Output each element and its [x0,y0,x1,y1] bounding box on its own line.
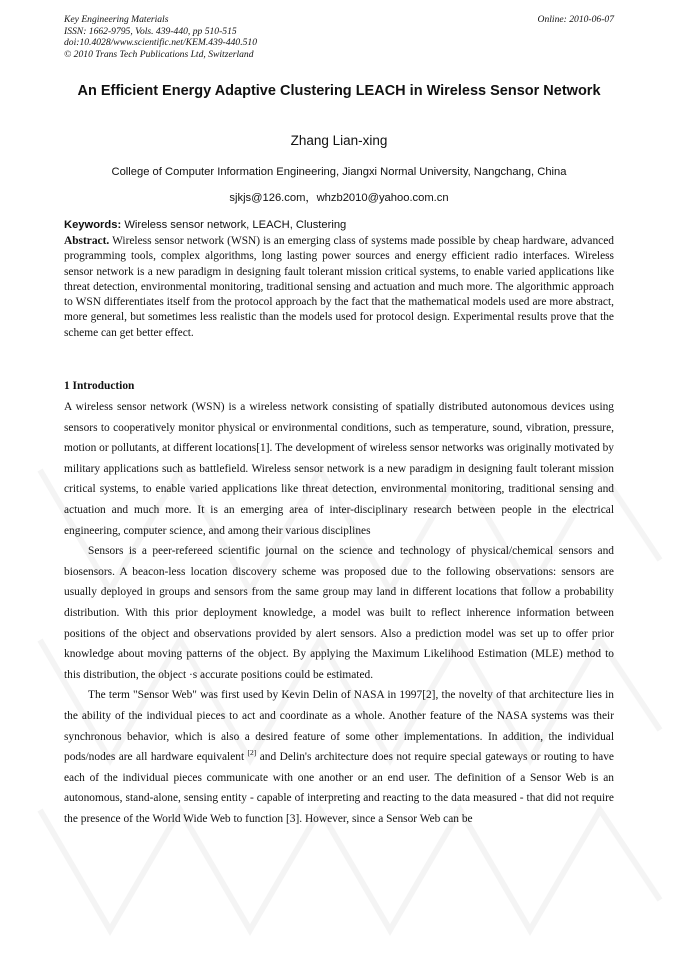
abstract-label: Abstract. [64,235,110,247]
paragraph-text: and Delin's architecture does not require special gateways or routing to have each of the individual pieces communicate with one another or an end user. The definition of a Sensor Web is an autonomous, stand-alone, sensing entity - capable of interpreting and reacting to the data measured - that did not require the presence of the World Wide Web to function [3]. However, since a Sensor Web can be [64,751,614,825]
section-body [64,397,614,829]
paragraph-text: The term "Sensor Web" was first used by Kevin Delin of NASA in 1997[2], the novelty of that architecture lies in the ability of the individual pieces to act and coordinate as a whole. Another feature of the NASA systems was their synchronous behavior, which is also a desired feature of some other implementations. In addition, the individual pods/nodes are all hardware equivalent [64,689,614,764]
abstract [64,234,614,341]
doi-line: doi:10.4028/www.scientific.net/KEM.439-440.510 [64,37,258,48]
copyright-line: © 2010 Trans Tech Publications Ltd, Switzerland [64,48,254,60]
citation-ref: [2] [247,748,257,758]
journal-name: Key Engineering Materials [64,14,169,25]
paragraph [64,685,614,829]
journal-info [64,14,257,60]
abstract-text: Wireless sensor network (WSN) is an emerging class of systems made possible by cheap hardware, advanced programming tools, complex algorithms, long lasting power sources and energy efficient radio interfaces. Wireless sensor network is a new paradigm in designing fault tolerant mission critical systems, to enable varied applications like threat detection, environmental monitoring, traditional sensing and actuation and much more. The algorithmic approach to WSN differentiates itself from the protocol approach by the fact that the mathematical models used are more abstract, more general, but sometimes less realistic than the models used for protocol design. Experimental results prove that the scheme can get better effect. [64,235,614,339]
journal-header [64,14,614,64]
paper-title: An Efficient Energy Adaptive Clustering LEACH in Wireless Sensor Network [77,83,601,99]
author-affiliation: College of Computer Information Engineering, Jiangxi Normal University, Nangchang, China [111,166,567,178]
paragraph: A wireless sensor network (WSN) is a wireless network consisting of spatially distributed autonomous devices using sensors to cooperatively monitor physical or environmental conditions, such as temperature, sound, vibration, pressure, motion or pollutants, at different locations[1]. The development of wireless sensor networks was originally motivated by military applications such as battlefield. Wireless sensor network is a new paradigm in designing fault tolerant mission critical systems, to enable varied applications like threat detection, environmental monitoring, traditional sensing and actuation and much more. It is an emerging area of inter-disciplinary research between people in the electrical engineering, computer science, and among their various disciplines [64,401,614,537]
section-heading: 1 Introduction [64,380,135,392]
keywords-text: Wireless sensor network, LEACH, Clustering [124,219,347,231]
paragraph: Sensors is a peer-refereed scientific journal on the science and technology of physical/chemical sensors and biosensors. A beacon-less location discovery scheme was proposed due to the following observations: sensors are usually deployed in groups and sensors from the same group may land in different locations that follow a probability distribution. With this prior deployment knowledge, a model was built to reflect inherence information between positions of the object and observations provided by alert sensors. Also a prediction model was set up to offer prior knowledge about moving patterns of the object. By applying the Maximum Likelihood Estimation (MLE) method to this distribution, the object ·s accurate positions could be estimated. [64,545,614,681]
keywords [64,219,614,231]
author-email: sjkjs@126.com，whzb2010@yahoo.com.cn [229,192,449,204]
keywords-label: Keywords: [64,219,122,231]
issn-line: ISSN: 1662-9795, Vols. 439-440, pp 510-515 [64,25,237,37]
online-date: Online: 2010-06-07 [537,14,614,25]
author-name: Zhang Lian-xing [290,133,388,148]
